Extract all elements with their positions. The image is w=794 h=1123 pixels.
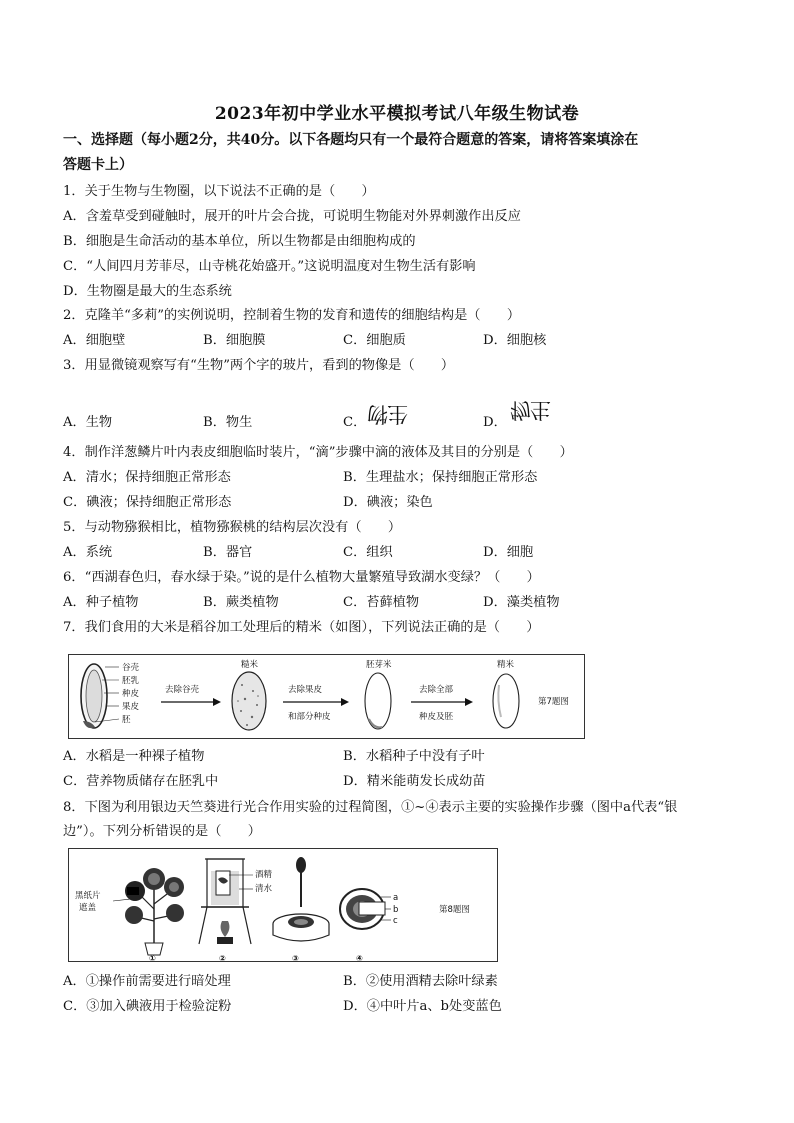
q6-option-a: A．种子植物 xyxy=(63,595,139,610)
section-heading: 一、选择题（每小题2分，共40分。以下各题均只有一个最符合题意的答案，请将答案填涂在 xyxy=(63,132,639,148)
q7-option-b: B．水稻种子中没有子叶 xyxy=(343,749,485,764)
arrow-right-icon xyxy=(213,698,221,706)
step1-label: 去除谷壳 xyxy=(165,685,200,695)
q1-option-c: C．“人间四月芳菲尽，山寺桃花始盛开。”这说明温度对生物生活有影响 xyxy=(63,259,476,274)
label-seed-coat: 种皮 xyxy=(122,689,140,699)
q3-option-d: D． xyxy=(483,415,507,430)
leaf-label-c: c xyxy=(393,916,398,926)
q4-option-c: C．碘液；保持细胞正常形态 xyxy=(63,495,232,510)
germ-rice-label: 胚芽米 xyxy=(366,660,392,670)
q3-image-c: 生物 xyxy=(368,402,408,426)
q5-option-a: A．系统 xyxy=(63,545,113,560)
step-2-label: ② xyxy=(219,954,226,961)
rice-processing-diagram xyxy=(69,655,584,738)
q7-option-c: C．营养物质储存在胚乳中 xyxy=(63,774,219,789)
q8-option-b: B．②使用酒精去除叶绿素 xyxy=(343,974,498,989)
exam-title: 2023年初中学业水平模拟考试八年级生物试卷 xyxy=(214,104,580,124)
q8-figure-caption: 第8题图 xyxy=(439,905,470,915)
q4-stem: 4．制作洋葱鳞片叶内表皮细胞临时装片，“滴”步骤中滴的液体及其目的分别是（ ） xyxy=(63,445,573,460)
q3-option-c: C． xyxy=(343,415,367,430)
q5-stem: 5．与动物猕猴相比，植物猕猴桃的结构层次没有（ ） xyxy=(63,520,402,535)
q1-option-d: D．生物圈是最大的生态系统 xyxy=(63,284,232,299)
q7-option-a: A．水稻是一种裸子植物 xyxy=(63,749,205,764)
q7-figure-caption: 第7题图 xyxy=(538,697,569,707)
brown-rice-shape xyxy=(232,672,266,730)
step3-label-a: 去除全部 xyxy=(419,685,454,695)
q1-stem: 1．关于生物与生物圈，以下说法不正确的是（ ） xyxy=(63,184,375,199)
plant-icon xyxy=(125,868,184,955)
q8-stem-cont: 边”）。下列分析错误的是（ ） xyxy=(63,824,261,839)
q3-option-a: A．生物 xyxy=(63,415,113,430)
polished-rice-label: 精米 xyxy=(497,660,515,670)
q7-figure xyxy=(68,654,585,739)
q4-option-a: A．清水；保持细胞正常形态 xyxy=(63,470,231,485)
q6-option-c: C．苔藓植物 xyxy=(343,595,420,610)
q8-option-a: A．①操作前需要进行暗处理 xyxy=(63,974,231,989)
label-pericarp: 果皮 xyxy=(122,702,140,712)
q8-figure xyxy=(68,848,498,962)
q8-stem: 8．下图为利用银边天竺葵进行光合作用实验的过程简图，①~④表示主要的实验操作步骤（图中a代表“银 xyxy=(63,800,678,815)
black-paper-label: 黑纸片 xyxy=(75,891,101,901)
q6-stem: 6．“西湖春色归，春水绿于染。”说的是什么植物大量繁殖导致湖水变绿？（ ） xyxy=(63,570,540,585)
cover-label: 遮盖 xyxy=(79,903,97,913)
q5-option-b: B．器官 xyxy=(203,545,253,560)
q2-stem: 2．克隆羊“多莉”的实例说明，控制着生物的发育和遗传的细胞结构是（ ） xyxy=(63,308,521,323)
section-heading-cont: 答题卡上） xyxy=(63,157,133,173)
q7-stem: 7．我们食用的大米是稻谷加工处理后的精米（如图），下列说法正确的是（ ） xyxy=(63,620,540,635)
q6-option-b: B．蕨类植物 xyxy=(203,595,279,610)
dropper-dish-icon xyxy=(273,857,329,941)
q2-option-b: B．细胞膜 xyxy=(203,333,266,348)
step-3-label: ③ xyxy=(292,954,299,961)
q2-option-a: A．细胞壁 xyxy=(63,333,126,348)
label-hull: 谷壳 xyxy=(122,663,140,673)
step-1-label: ① xyxy=(149,954,156,961)
q7-option-d: D．精米能萌发长成幼苗 xyxy=(343,774,486,789)
q3-image-d: 物生 xyxy=(510,398,550,422)
label-endosperm: 胚乳 xyxy=(122,676,140,686)
q2-option-d: D．细胞核 xyxy=(483,333,547,348)
step3-label-b: 种皮及胚 xyxy=(419,712,454,722)
q8-option-d: D．④中叶片a、b处变蓝色 xyxy=(343,999,502,1014)
q3-stem: 3．用显微镜观察写有“生物”两个字的玻片，看到的物像是（ ） xyxy=(63,358,455,373)
polished-rice-shape xyxy=(493,674,519,728)
q4-option-b: B．生理盐水；保持细胞正常形态 xyxy=(343,470,538,485)
step2-label-a: 去除果皮 xyxy=(288,685,323,695)
arrow-right-icon xyxy=(341,698,349,706)
q5-option-d: D．细胞 xyxy=(483,545,534,560)
brown-rice-label: 糙米 xyxy=(241,660,259,670)
arrow-right-icon xyxy=(465,698,473,706)
step-4-label: ④ xyxy=(356,954,363,961)
q8-option-c: C．③加入碘液用于检验淀粉 xyxy=(63,999,232,1014)
label-embryo: 胚 xyxy=(122,715,131,725)
leaf-label-b: b xyxy=(393,905,399,915)
leaf-icon xyxy=(340,889,385,929)
clear-water-label: 清水 xyxy=(255,884,273,894)
q5-option-c: C．组织 xyxy=(343,545,393,560)
q4-option-d: D．碘液；染色 xyxy=(343,495,433,510)
q1-option-b: B．细胞是生命活动的基本单位，所以生物都是由细胞构成的 xyxy=(63,234,416,249)
water-bath-icon xyxy=(199,859,251,944)
alcohol-label: 酒精 xyxy=(255,870,273,880)
geranium-experiment-diagram xyxy=(69,849,497,961)
q3-option-b: B．物生 xyxy=(203,415,253,430)
q6-option-d: D．藻类植物 xyxy=(483,595,560,610)
step2-label-b: 和部分种皮 xyxy=(288,712,331,722)
q2-option-c: C．细胞质 xyxy=(343,333,406,348)
q1-option-a: A．含羞草受到碰触时，展开的叶片会合拢，可说明生物能对外界刺激作出反应 xyxy=(63,209,521,224)
leaf-label-a: a xyxy=(393,893,399,903)
